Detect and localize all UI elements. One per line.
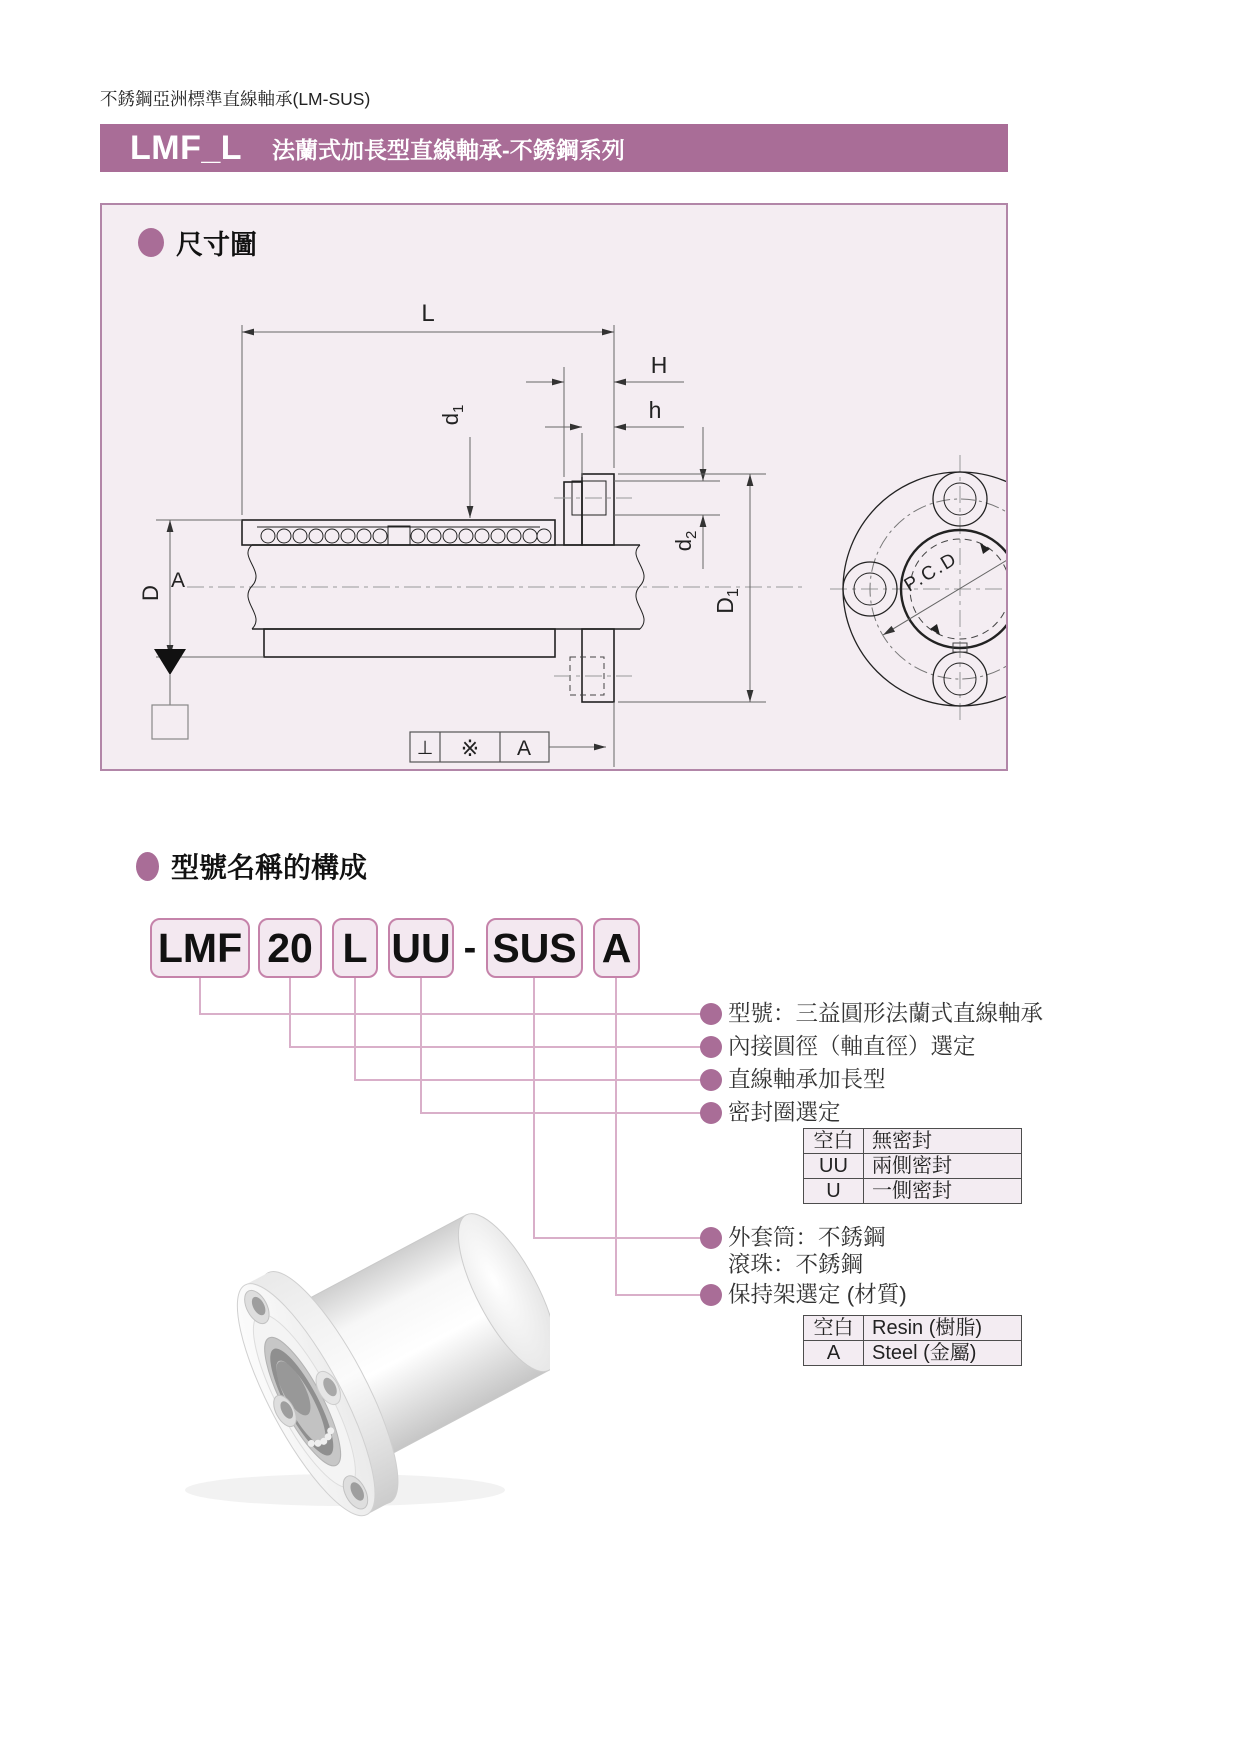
- dim-label-H: H: [650, 352, 668, 378]
- bullet-icon: [700, 1036, 722, 1058]
- header-subtitle: 法蘭式加長型直線軸承-不銹鋼系列: [272, 136, 625, 163]
- feature-control-frame: [410, 702, 614, 767]
- reference-mark: ※: [460, 736, 480, 761]
- table-cell-code: 空白: [804, 1129, 864, 1154]
- flange-section: [554, 474, 632, 702]
- connector-line: [289, 1046, 703, 1048]
- legend-item: 密封圈選定: [728, 1100, 841, 1125]
- model-code-part-seal: UU: [388, 918, 454, 978]
- pcd-label: P.C.D: [900, 548, 962, 597]
- table-row: [804, 1341, 1022, 1366]
- model-code-part-series: LMF: [150, 918, 250, 978]
- dim-label-L: L: [421, 300, 435, 327]
- product-photo: [150, 1150, 550, 1530]
- legend-item: 型號：三益圓形法蘭式直線軸承: [728, 1001, 1044, 1026]
- table-cell-desc: Resin (樹脂): [864, 1316, 1022, 1341]
- page-category-label: 不銹鋼亞洲標準直線軸承(LM-SUS): [100, 89, 371, 109]
- dimension-section-title: 尺寸圖: [176, 230, 257, 260]
- legend-item: 直線軸承加長型: [728, 1067, 886, 1092]
- connector-line: [354, 978, 356, 1081]
- table-cell-code: 空白: [804, 1316, 864, 1341]
- model-code-part-bore: 20: [258, 918, 322, 978]
- table-row: [804, 1316, 1022, 1341]
- model-code-part-cage: A: [593, 918, 640, 978]
- dim-label-D1: D: [712, 597, 738, 614]
- table-row: [804, 1154, 1022, 1179]
- connector-line: [615, 1294, 703, 1296]
- dim-label-d1: d: [438, 413, 463, 426]
- connector-line: [199, 1013, 703, 1015]
- table-cell-desc: 一側密封: [864, 1179, 1022, 1204]
- bullet-icon: [700, 1284, 722, 1306]
- table-row: [804, 1129, 1022, 1154]
- seal-option-table: [803, 1128, 1022, 1204]
- dimension-drawing: [102, 205, 1006, 769]
- svg-text:d1: $d_1$: [438, 404, 467, 426]
- model-code-separator: -: [463, 926, 477, 969]
- table-row: [804, 1179, 1022, 1204]
- dim-label-d2: d: [671, 539, 696, 552]
- connector-line: [199, 978, 201, 1015]
- flange-front-view: [830, 455, 1006, 725]
- cage-material-table: [803, 1315, 1022, 1366]
- dimension-section: [100, 203, 1008, 771]
- table-cell-desc: 無密封: [864, 1129, 1022, 1154]
- table-cell-code: A: [804, 1341, 864, 1366]
- connector-line: [615, 978, 617, 1296]
- header-model-code: LMF_L: [130, 128, 243, 167]
- dim-label-A: A: [170, 569, 186, 592]
- bullet-icon: [700, 1069, 722, 1091]
- svg-text:D1: $D_1$: [712, 588, 742, 614]
- connector-line: [354, 1079, 703, 1081]
- table-cell-desc: Steel (金屬): [864, 1341, 1022, 1366]
- datum-triangle-icon: [154, 649, 186, 675]
- dim-label-D: D: [138, 585, 163, 601]
- model-code-part-long: L: [332, 918, 378, 978]
- dim-L: [242, 300, 614, 515]
- legend-item: 滾珠：不銹鋼: [728, 1252, 864, 1277]
- connector-line: [420, 1112, 703, 1114]
- datum-square-icon: [152, 705, 188, 739]
- header-bar: [100, 124, 1008, 172]
- bearing-ball-section: [242, 520, 555, 545]
- dim-D-datum: [138, 520, 264, 739]
- legend-item: 保持架選定 (材質): [728, 1282, 907, 1307]
- bullet-icon: [700, 1102, 722, 1124]
- bullet-icon: [700, 1003, 722, 1025]
- legend-item: 內接圓徑（軸直徑）選定: [728, 1034, 976, 1059]
- dim-label-h: h: [648, 397, 662, 423]
- table-cell-code: U: [804, 1179, 864, 1204]
- table-cell-desc: 兩側密封: [864, 1154, 1022, 1179]
- dim-D1: [618, 474, 766, 702]
- section-bullet-icon: [136, 852, 159, 881]
- model-section-title-row: [136, 846, 367, 886]
- bullet-icon: [700, 1227, 722, 1249]
- connector-line: [533, 1237, 703, 1239]
- perpendicularity-icon: ⊥: [416, 738, 434, 759]
- svg-text:d2: $d_2$: [671, 530, 700, 552]
- dim-d1: [438, 405, 470, 518]
- fcf-datum-letter: A: [516, 737, 532, 760]
- legend-item: 外套筒：不銹鋼: [728, 1225, 886, 1250]
- model-code-part-material: SUS: [486, 918, 583, 978]
- bearing-lower-section: [264, 629, 555, 657]
- model-section-title: 型號名稱的構成: [171, 852, 368, 883]
- table-cell-code: UU: [804, 1154, 864, 1179]
